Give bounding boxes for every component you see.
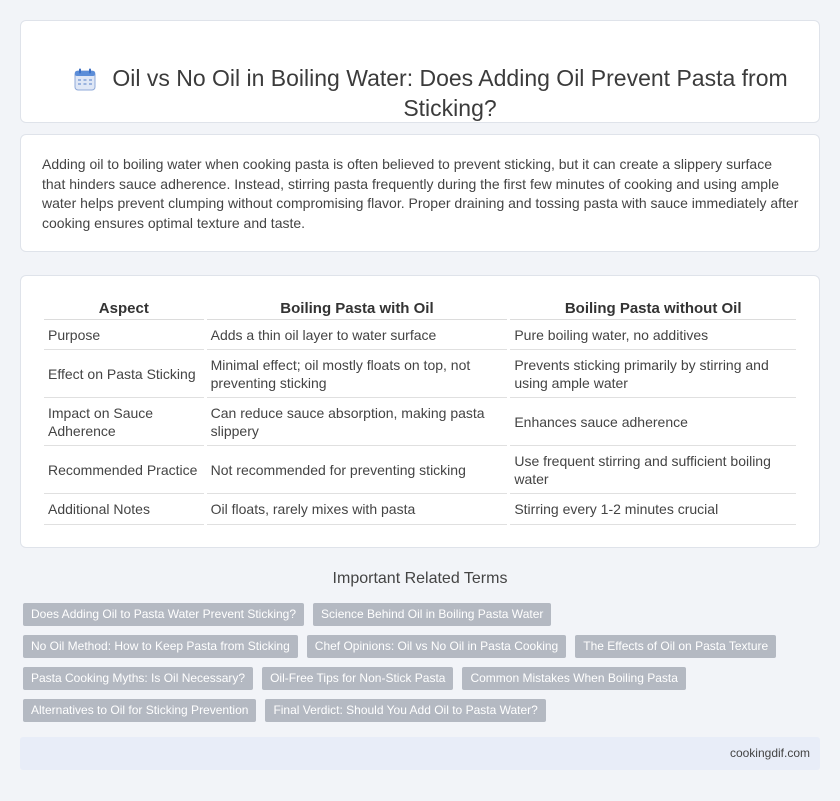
table-cell: Adds a thin oil layer to water surface	[207, 320, 508, 350]
site-name[interactable]: cookingdif.com	[729, 746, 810, 760]
related-terms-title: Important Related Terms	[332, 570, 508, 587]
column-header: Boiling Pasta with Oil	[207, 296, 508, 320]
column-header: Aspect	[44, 296, 204, 320]
table-cell: Oil floats, rarely mixes with pasta	[207, 494, 508, 525]
related-term-link[interactable]: Final Verdict: Should You Add Oil to Pasta Water?	[265, 699, 545, 722]
table-cell: Recommended Practice	[44, 446, 204, 494]
column-header: Boiling Pasta without Oil	[510, 296, 796, 320]
related-term-link[interactable]: Common Mistakes When Boiling Pasta	[462, 667, 685, 690]
related-term-link[interactable]: The Effects of Oil on Pasta Texture	[575, 635, 776, 658]
intro-card	[20, 134, 820, 252]
table-cell: Minimal effect; oil mostly floats on top, not preventing sticking	[207, 350, 508, 398]
table-cell: Not recommended for preventing sticking	[207, 446, 508, 494]
table-row	[44, 350, 796, 398]
related-term-link[interactable]: Alternatives to Oil for Sticking Prevention	[23, 699, 256, 722]
comparison-table-card	[20, 275, 820, 548]
table-cell: Pure boiling water, no additives	[510, 320, 796, 350]
table-row	[44, 446, 796, 494]
table-cell: Stirring every 1-2 minutes crucial	[510, 494, 796, 525]
related-term-link[interactable]: Oil-Free Tips for Non-Stick Pasta	[262, 667, 453, 690]
related-terms-row	[23, 603, 551, 626]
table-row	[44, 398, 796, 446]
table-cell: Effect on Pasta Sticking	[44, 350, 204, 398]
table-cell: Impact on Sauce Adherence	[44, 398, 204, 446]
related-term-link[interactable]: Pasta Cooking Myths: Is Oil Necessary?	[23, 667, 253, 690]
table-header-row	[44, 296, 796, 320]
related-terms-row	[23, 667, 686, 690]
related-term-link[interactable]: Chef Opinions: Oil vs No Oil in Pasta Cooking	[307, 635, 566, 658]
table-cell: Can reduce sauce absorption, making pasta slippery	[207, 398, 508, 446]
table-cell: Additional Notes	[44, 494, 204, 525]
table-row	[44, 494, 796, 525]
related-term-link[interactable]: Science Behind Oil in Boiling Pasta Water	[313, 603, 551, 626]
related-terms-row	[23, 699, 546, 722]
related-terms-row	[23, 635, 776, 658]
page-title: Oil vs No Oil in Boiling Water: Does Adding Oil Prevent Pasta from Sticking?	[112, 65, 788, 121]
table-cell: Use frequent stirring and sufficient boiling water	[510, 446, 796, 494]
header-card	[20, 20, 820, 123]
table-cell: Prevents sticking primarily by stirring and using ample water	[510, 350, 796, 398]
intro-text: Adding oil to boiling water when cooking pasta is often believed to prevent sticking, but it can create a slippery surface that hinders sauce adherence. Instead, stirring pasta frequently during the first few minutes of cooking and using ample water helps prevent clumping without compromising flavor. Proper draining and tossing pasta with sauce immediately after cooking ensures optimal texture and taste.	[42, 156, 799, 231]
related-term-link[interactable]: No Oil Method: How to Keep Pasta from Sticking	[23, 635, 298, 658]
comparison-table	[41, 296, 799, 525]
table-cell: Purpose	[44, 320, 204, 350]
related-term-link[interactable]: Does Adding Oil to Pasta Water Prevent Sticking?	[23, 603, 304, 626]
table-row	[44, 320, 796, 350]
table-cell: Enhances sauce adherence	[510, 398, 796, 446]
footer	[20, 737, 820, 770]
